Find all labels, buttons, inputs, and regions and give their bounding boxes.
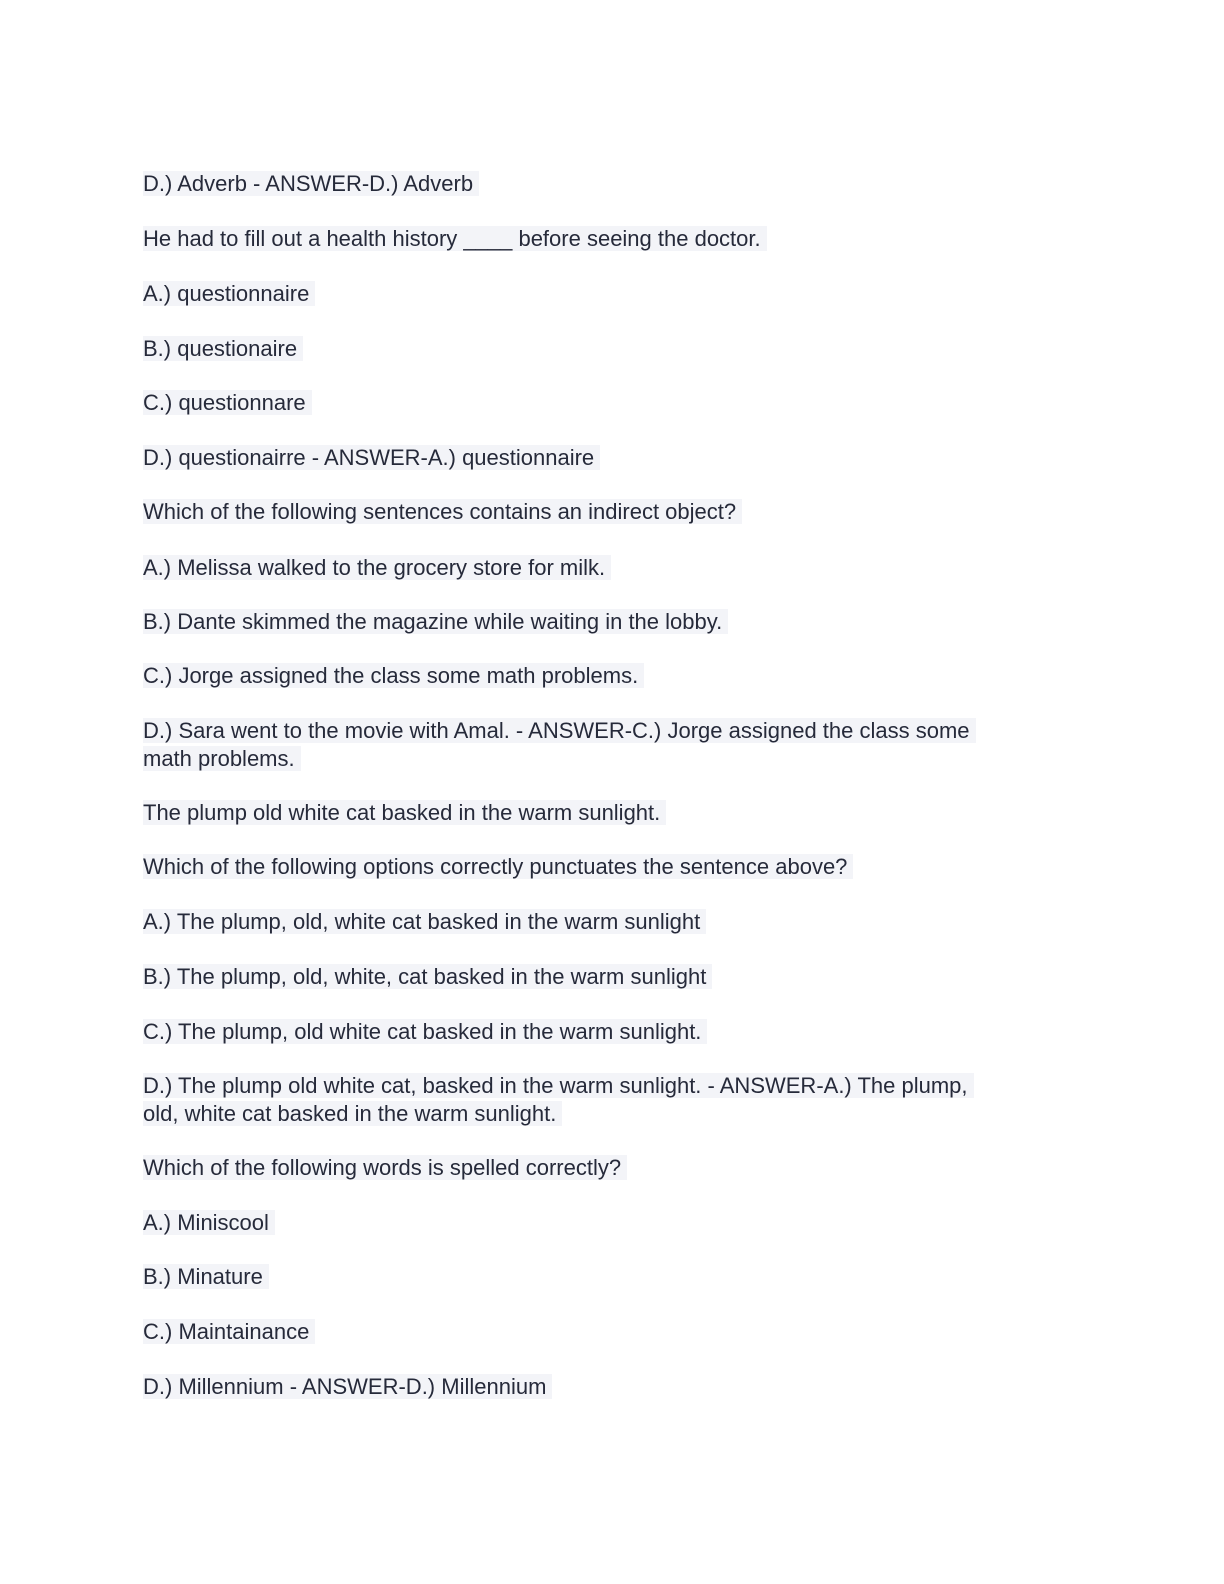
text-line: B.) The plump, old, white, cat basked in the warm sunlight [143, 964, 712, 989]
text-line: D.) Sara went to the movie with Amal. - ANSWER-C.) Jorge assigned the class some [143, 718, 976, 743]
answer-line-continued [143, 1100, 562, 1128]
question-line [143, 225, 767, 253]
option-line [143, 608, 728, 636]
text-line: A.) The plump, old, white cat basked in the warm sunlight [143, 909, 706, 934]
text-line: D.) questionairre - ANSWER-A.) questionnaire [143, 445, 600, 470]
answer-line-continued [143, 745, 301, 773]
option-line [143, 280, 315, 308]
option-line [143, 1209, 275, 1237]
text-line: B.) Minature [143, 1264, 269, 1289]
text-line: math problems. [143, 746, 301, 771]
text-line: The plump old white cat basked in the warm sunlight. [143, 800, 666, 825]
text-line: Which of the following words is spelled correctly? [143, 1155, 627, 1180]
question-line [143, 853, 853, 881]
question-line [143, 498, 742, 526]
text-line: A.) questionnaire [143, 281, 315, 306]
text-line: C.) questionnare [143, 390, 312, 415]
text-line: D.) Millennium - ANSWER-D.) Millennium [143, 1374, 552, 1399]
prompt-sentence-line [143, 799, 666, 827]
option-line [143, 908, 706, 936]
text-line: A.) Miniscool [143, 1210, 275, 1235]
option-line [143, 554, 611, 582]
option-line [143, 662, 644, 690]
option-line [143, 389, 312, 417]
answer-line [143, 1072, 974, 1100]
text-line: C.) Maintainance [143, 1319, 315, 1344]
option-line [143, 1018, 707, 1046]
option-line [143, 1263, 269, 1291]
text-line: D.) Adverb - ANSWER-D.) Adverb [143, 171, 479, 196]
answer-line [143, 1373, 552, 1401]
option-line [143, 963, 712, 991]
text-line: Which of the following options correctly punctuates the sentence above? [143, 854, 853, 879]
option-line [143, 1318, 315, 1346]
text-line: He had to fill out a health history ____ before seeing the doctor. [143, 226, 767, 251]
answer-line [143, 444, 600, 472]
question-line [143, 1154, 627, 1182]
text-line: B.) questionaire [143, 336, 303, 361]
text-line: D.) The plump old white cat, basked in the warm sunlight. - ANSWER-A.) The plump, [143, 1073, 974, 1098]
text-line: A.) Melissa walked to the grocery store for milk. [143, 555, 611, 580]
option-line [143, 335, 303, 363]
answer-line [143, 170, 479, 198]
text-line: C.) Jorge assigned the class some math problems. [143, 663, 644, 688]
text-line: B.) Dante skimmed the magazine while waiting in the lobby. [143, 609, 728, 634]
text-line: old, white cat basked in the warm sunlight. [143, 1101, 562, 1126]
text-line: Which of the following sentences contains an indirect object? [143, 499, 742, 524]
answer-line [143, 717, 976, 745]
text-line: C.) The plump, old white cat basked in the warm sunlight. [143, 1019, 707, 1044]
